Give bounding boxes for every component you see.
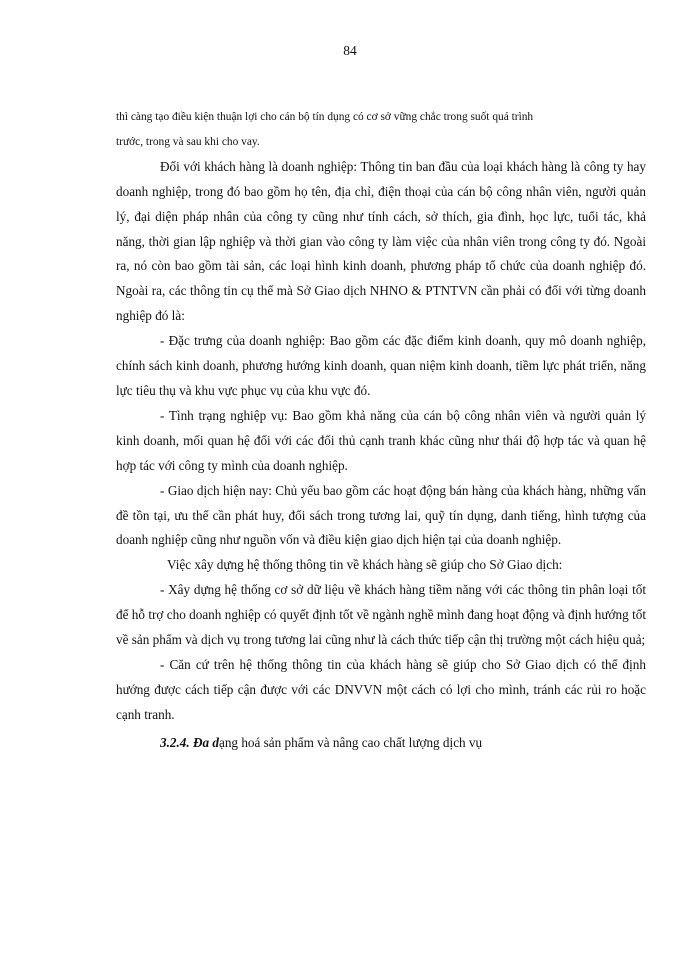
body-text [116,105,646,755]
paragraph-continuation: thì càng tạo điều kiện thuận lợi cho cán bộ tín dụng có cơ sở vững chắc trong suốt quá trình [116,111,534,123]
paragraph-customer-database: - Xây dựng hệ thống cơ sở dữ liệu về khách hàng tiềm năng với các thông tin phân loại tốt để hỗ trợ cho doanh nghiệp có quyết định tốt về ngành nghề mình đang hoạt động và định hướng tốt về sản phẩm và dịch vụ trong tương lai cũng như là cách thức tiếp cận thị trường một cách hiệu quả; [116,582,646,648]
paragraph-current-transactions: - Giao dịch hiện nay: Chủ yếu bao gồm các hoạt động bán hàng của khách hàng, những vấn đề tồn tại, ưu thế cần phát huy, đối sách trong tương lai, quỹ tín dụng, danh tiếng, hình tượng của doanh nghiệp cũng như nguồn vốn và điều kiện giao dịch hiện tại của doanh nghiệp. [116,482,646,548]
section-heading-text: ạng hoá sản phẩm và nâng cao chất lượng dịch vụ [218,734,483,750]
section-heading [116,730,646,755]
paragraph-continuation-end: trước, trong và sau khi cho vay. [116,135,260,148]
section-number: 3.2.4. [160,734,190,750]
section-heading-lead: Đa d [192,734,219,750]
page-number: 84 [343,43,357,58]
paragraph-business-characteristics: - Đặc trưng của doanh nghiệp: Bao gồm các đặc điểm kinh doanh, quy mô doanh nghiệp, chính sách kinh doanh, phương hướng kinh doanh, quan niệm kinh doanh, tiềm lực phát triển, năng lực tiêu thụ và khu vực phục vụ của khu vực đó. [116,333,646,398]
paragraph-approach-sme: - Căn cứ trên hệ thống thông tin của khách hàng sẽ giúp cho Sở Giao dịch có thể định hướng được cách tiếp cận được với các DNVVN một cách có lợi cho mình, tránh các rủi ro hoặc cạnh tranh. [116,656,646,722]
paragraph-info-system-benefits: Việc xây dựng hệ thống thông tin về khách hàng sẽ giúp cho Sở Giao dịch: [167,557,563,573]
paragraph-business-status: - Tình trạng nghiệp vụ: Bao gồm khả năng của cán bộ công nhân viên và người quản lý kinh doanh, mối quan hệ đối với các đối thủ cạnh tranh khác cũng như thái độ hợp tác và quan hệ hợp tác với công ty mình của doanh nghiệp. [116,407,646,473]
paragraph-enterprise-customers: Đối với khách hàng là doanh nghiệp: Thông tin ban đầu của loại khách hàng là công ty hay doanh nghiệp, trong đó bao gồm họ tên, địa chỉ, điện thoại của cán bộ công nhân viên, người quản lý, đại diện pháp nhân của công ty cũng như tính cách, sở thích, gia đình, học lực, tuổi tác, khả năng, thời gian lập nghiệp và thời gian vào công ty làm việc của nhân viên trong công ty đó. Ngoài ra, nó còn bao gồm tài sản, các loại hình kinh doanh, phương pháp tổ chức của doanh nghiệp đó. Ngoài ra, các thông tin cụ thể mà Sở Giao dịch NHNO & PTNTVN cần phải có đối với từng doanh nghiệp đó là: [116,158,646,324]
